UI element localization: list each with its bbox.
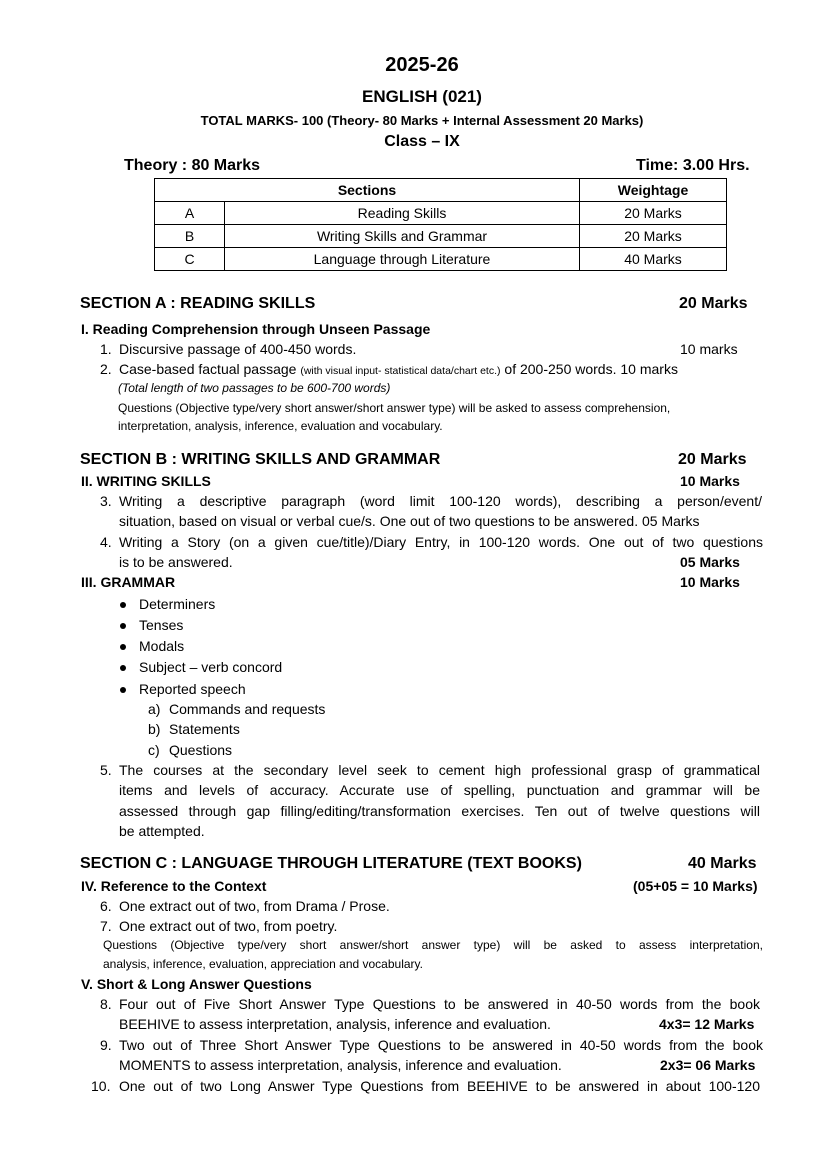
item-10-line1: One out of two Long Answer Type Questions from BEEHIVE to be answered in about 100-120: [119, 1078, 760, 1094]
table-cell-id: B: [155, 225, 225, 248]
bullet-icon: [120, 623, 126, 629]
section-a-questions-line1: Questions (Objective type/very short answer/short answer type) will be asked to assess comprehension,: [118, 401, 671, 415]
table-cell-name: Language through Literature: [225, 248, 580, 271]
section-b-title: SECTION B : WRITING SKILLS AND GRAMMAR: [80, 451, 441, 468]
section-b-marks: 20 Marks: [678, 451, 747, 468]
item-2-small: (with visual input- statistical data/chart etc.): [300, 365, 501, 377]
item-number: 7.: [100, 918, 112, 934]
grammar-topic: Subject – verb concord: [139, 659, 283, 675]
section-b-sub-ii: II. WRITING SKILLS: [81, 473, 211, 489]
sub-item-text: Statements: [169, 721, 240, 737]
item-4-line2: is to be answered.: [119, 554, 233, 570]
item-number: 6.: [100, 898, 112, 914]
table-cell-id: A: [155, 202, 225, 225]
grammar-topic: Tenses: [139, 617, 184, 633]
table-header-weightage: Weightage: [580, 179, 727, 202]
weightage-table: [154, 178, 727, 271]
bullet-icon: [120, 644, 126, 650]
item-number: 4.: [100, 534, 112, 550]
item-9-line2: MOMENTS to assess interpretation, analysis, inference and evaluation.: [119, 1057, 562, 1073]
item-number: 3.: [100, 493, 112, 509]
item-3-marks: 05 Marks: [641, 513, 700, 529]
section-c-sub-iv: IV. Reference to the Context: [81, 878, 267, 894]
item-9-marks: 2x3= 06 Marks: [660, 1057, 756, 1073]
section-c-title: SECTION C : LANGUAGE THROUGH LITERATURE (TEXT BOOKS): [80, 855, 582, 872]
section-c-questions-line2: analysis, inference, evaluation, appreciation and vocabulary.: [103, 957, 423, 971]
grammar-topic: Reported speech: [139, 681, 246, 697]
bullet-icon: [120, 665, 126, 671]
table-cell-id: C: [155, 248, 225, 271]
table-cell-name: Writing Skills and Grammar: [225, 225, 580, 248]
grammar-topic: Modals: [139, 638, 185, 654]
bullet-icon: [120, 602, 126, 608]
item-7-text: One extract out of two, from poetry.: [119, 918, 338, 934]
table-row: [155, 248, 727, 271]
item-number: 9.: [100, 1037, 112, 1053]
item-number: 10.: [91, 1078, 111, 1094]
section-a-title: SECTION A : READING SKILLS: [80, 295, 316, 312]
item-2-marks: 10 marks: [620, 361, 678, 377]
passage-length-note: (Total length of two passages to be 600-700 words): [118, 381, 391, 395]
section-b-sub-ii-marks: 10 Marks: [680, 473, 740, 489]
section-a-marks: 20 Marks: [679, 295, 748, 312]
item-5-line2: items and levels of accuracy. Accurate use of spelling, punctuation and grammar will be: [119, 782, 760, 798]
sub-item-letter: a): [148, 701, 161, 717]
total-marks: TOTAL MARKS- 100 (Theory- 80 Marks + Internal Assessment 20 Marks): [200, 113, 644, 128]
item-9-line1: Two out of Three Short Answer Type Questions to be answered in 40-50 words from the book: [119, 1037, 763, 1053]
item-number: 8.: [100, 996, 112, 1012]
grammar-topic: Determiners: [139, 596, 216, 612]
sub-item-letter: c): [148, 742, 160, 758]
table-header-row: [155, 179, 727, 202]
section-b-sub-iii-marks: 10 Marks: [680, 574, 740, 590]
section-c-sub-v: V. Short & Long Answer Questions: [81, 976, 312, 992]
item-number: 1.: [100, 341, 112, 357]
section-c-sub-iv-marks: (05+05 = 10 Marks): [633, 878, 758, 894]
item-3-line1: Writing a descriptive paragraph (word limit 100-120 words), describing a person/event/: [119, 493, 762, 509]
item-8-line2: BEEHIVE to assess interpretation, analysis, inference and evaluation.: [119, 1016, 551, 1032]
table-cell-marks: 40 Marks: [580, 248, 727, 271]
item-4-line1: Writing a Story (on a given cue/title)/Diary Entry, in 100-120 words. One out of two questions: [119, 534, 763, 550]
item-3-text: situation, based on visual or verbal cue/s. One out of two questions to be answered.: [119, 513, 639, 529]
exam-time: Time: 3.00 Hrs.: [636, 157, 750, 174]
theory-marks: Theory : 80 Marks: [124, 157, 261, 174]
item-8-line1: Four out of Five Short Answer Type Questions to be answered in 40-50 words from the book: [119, 996, 760, 1012]
item-1-marks: 10 marks: [680, 341, 738, 357]
section-a-questions-line2: interpretation, analysis, inference, evaluation and vocabulary.: [118, 419, 443, 433]
table-cell-marks: 20 Marks: [580, 225, 727, 248]
item-6-text: One extract out of two, from Drama / Prose.: [119, 898, 390, 914]
sub-item-text: Commands and requests: [169, 701, 326, 717]
sub-item-letter: b): [148, 721, 161, 737]
item-8-marks: 4x3= 12 Marks: [659, 1016, 755, 1032]
item-5-line3: assessed through gap filling/editing/transformation exercises. Ten out of twelve questions will: [119, 803, 760, 819]
section-a-sub-i: I. Reading Comprehension through Unseen Passage: [81, 321, 431, 337]
table-cell-name: Reading Skills: [225, 202, 580, 225]
item-1-text: Discursive passage of 400-450 words.: [119, 341, 357, 357]
section-c-questions-line1: Questions (Objective type/very short answer/short answer type) will be asked to assess interpretation,: [103, 938, 763, 952]
page-title: ENGLISH (021): [362, 87, 482, 106]
sub-item-text: Questions: [169, 742, 233, 758]
item-number: 2.: [100, 361, 112, 377]
item-2-part-b: of 200-250 words.: [504, 361, 617, 377]
item-5-line1: The courses at the secondary level seek to cement high professional grasp of grammatical: [119, 762, 760, 778]
item-2-text: [119, 361, 678, 377]
bullet-icon: [120, 687, 126, 693]
item-2-part-a: Case-based factual passage: [119, 361, 297, 377]
table-header-sections: Sections: [155, 179, 580, 202]
table-row: [155, 225, 727, 248]
item-3-line2: [119, 513, 700, 529]
item-4-marks: 05 Marks: [680, 554, 740, 570]
item-number: 5.: [100, 762, 112, 778]
section-c-marks: 40 Marks: [688, 855, 757, 872]
section-b-sub-iii: III. GRAMMAR: [81, 574, 176, 590]
table-cell-marks: 20 Marks: [580, 202, 727, 225]
item-5-line4: be attempted.: [119, 823, 205, 839]
table-row: [155, 202, 727, 225]
class-label: Class – IX: [384, 133, 460, 150]
page-year: 2025-26: [385, 54, 459, 76]
